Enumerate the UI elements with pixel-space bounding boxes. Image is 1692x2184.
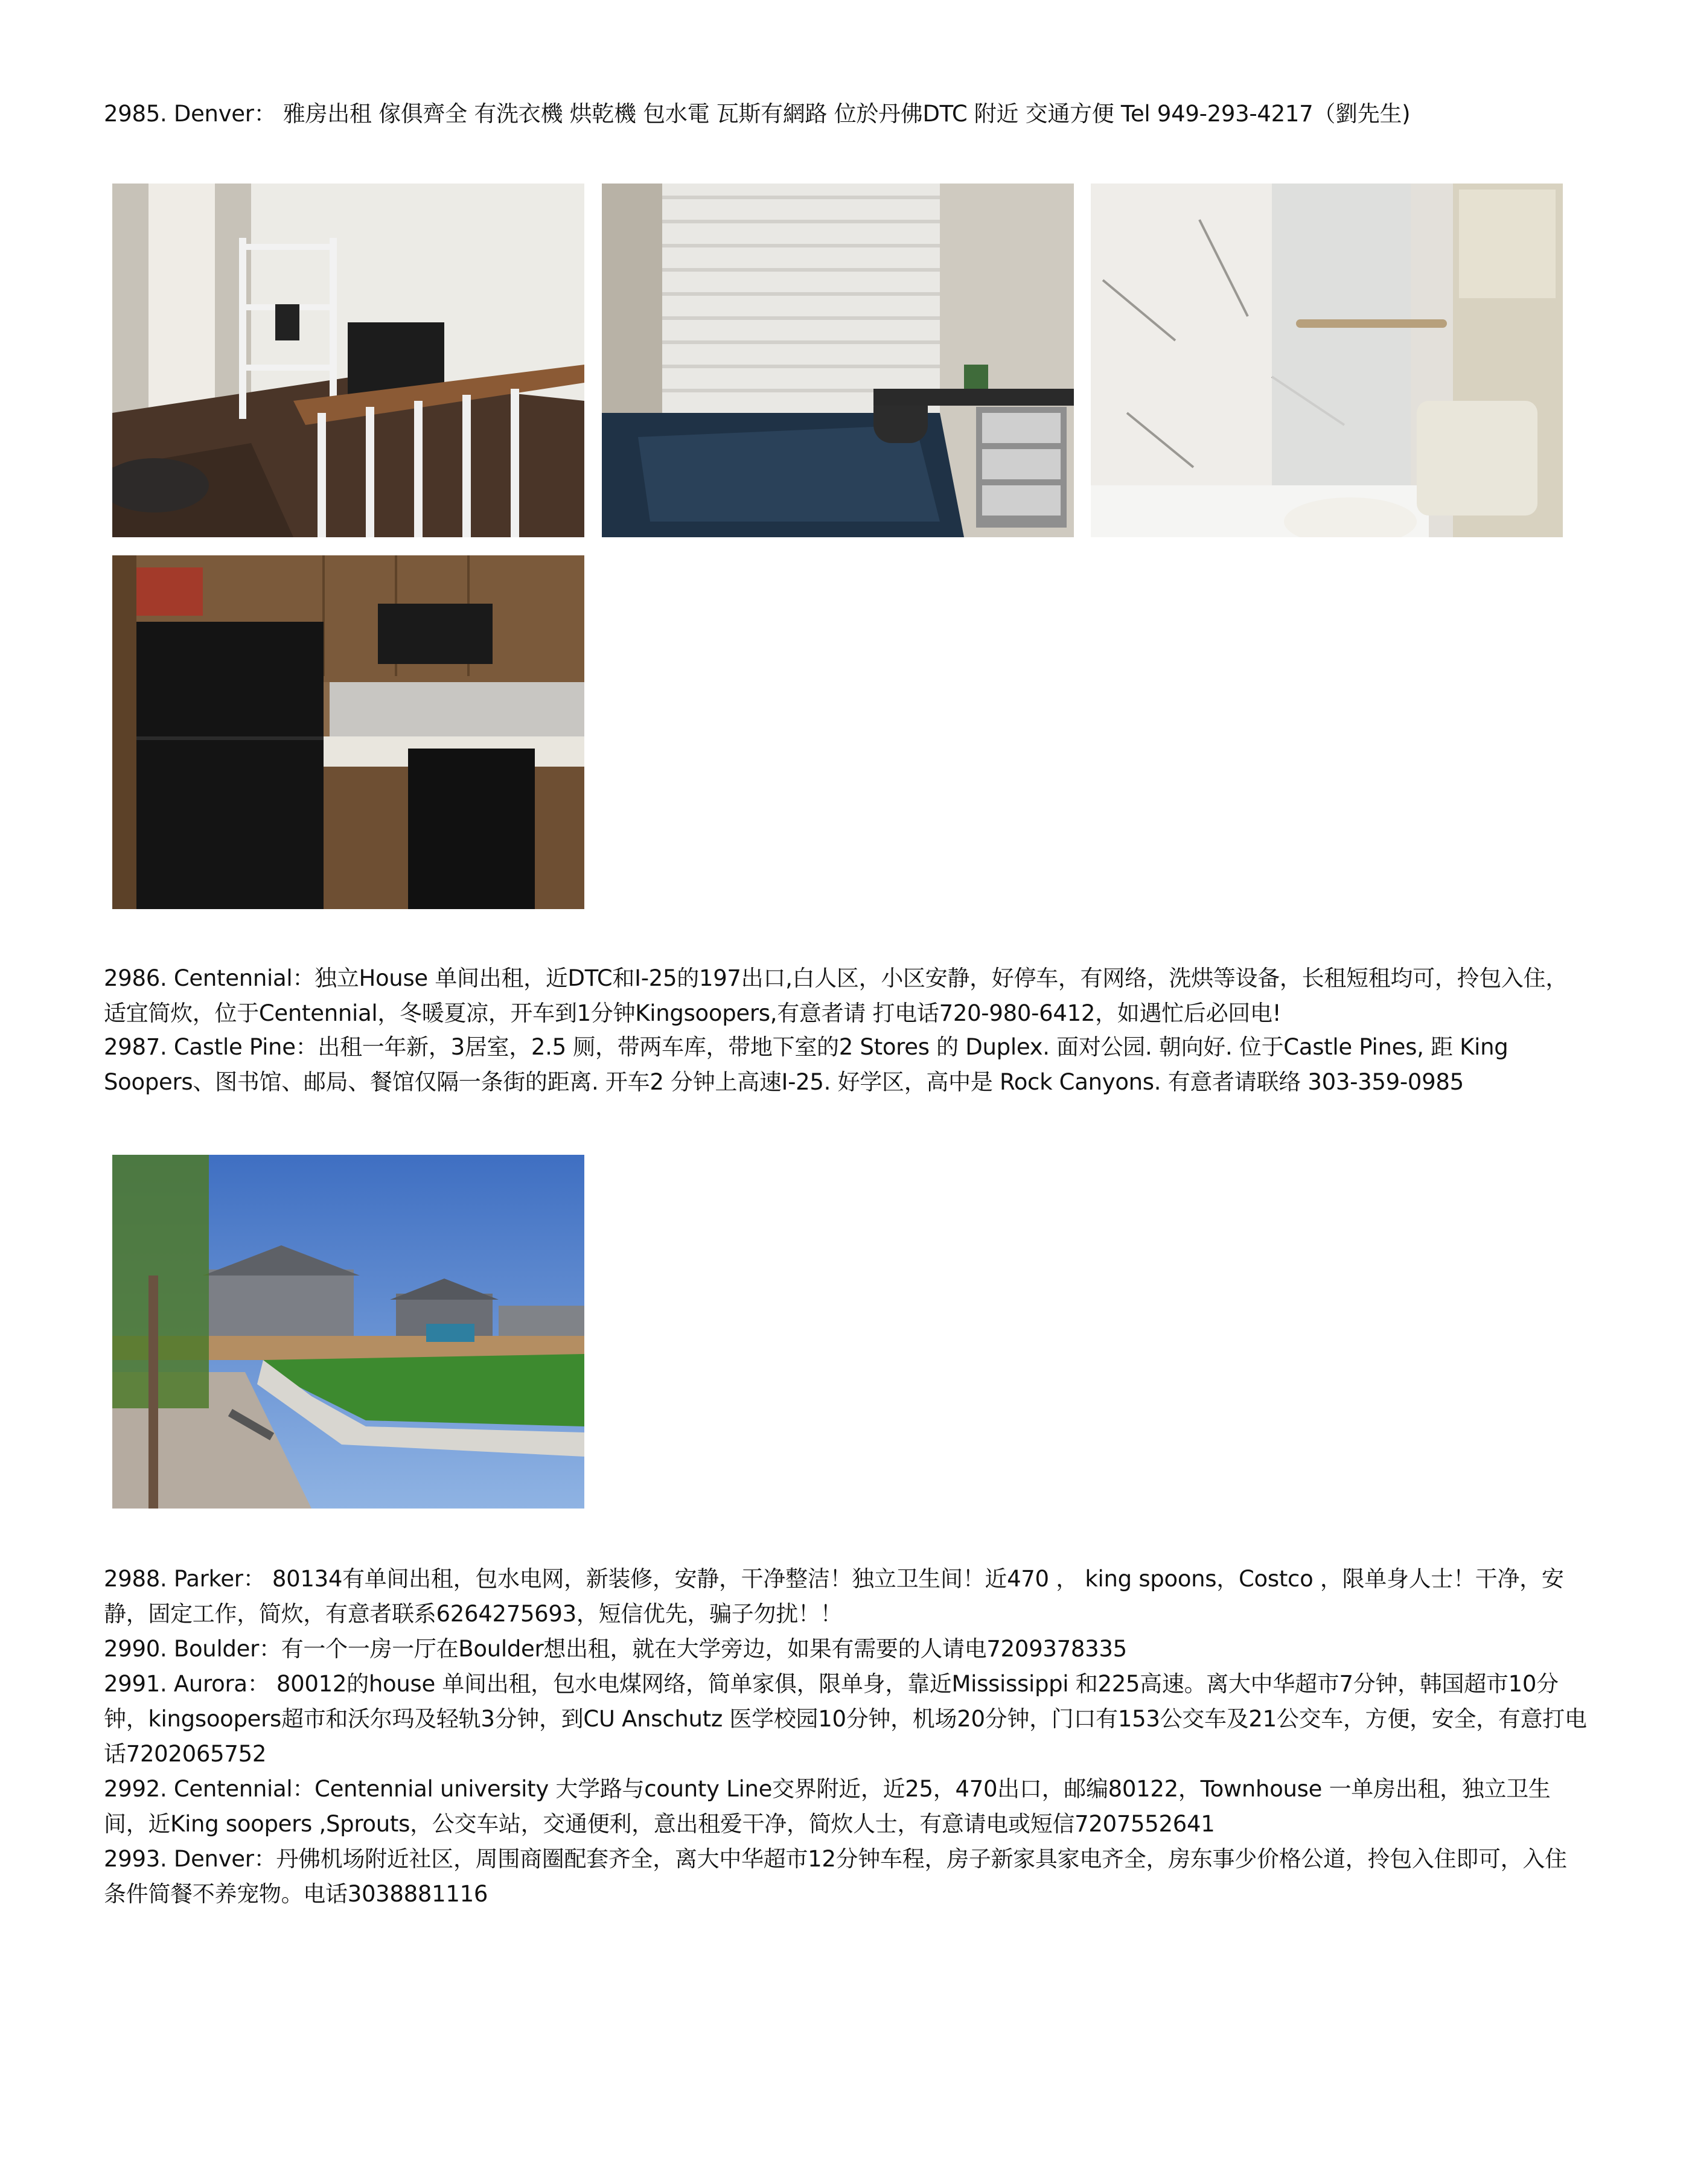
listing-2993-text: 2993. Denver：丹佛机场附近社区，周围商圈配套齐全，离大中华超市12分钟车程，房子新家具家电齐全，房东事少价格公道，拎包入住即可，入住条件简餐不养宠物。电话3038881116: [104, 1846, 1567, 1907]
photo-bedroom: [602, 184, 1074, 537]
photo-kitchen: [112, 555, 584, 909]
photo-park: [112, 1155, 584, 1509]
listing-2990-text: 2990. Boulder：有一个一房一厅在Boulder想出租，就在大学旁边，如果有需要的人请电7209378335: [104, 1636, 1127, 1662]
photo-bathroom: [1091, 184, 1563, 537]
listing-2991-text: 2991. Aurora： 80012的house 单间出租，包水电煤网络，简单家俱，限单身，靠近Mississippi 和225高速。离大中华超市7分钟，韩国超市10分钟，kingsoopers超市和沃尔玛及轻轨3分钟，到CU Anschutz 医学校园10分钟，机场20分钟，门口有153公交车及21公交车，方便，安全，有意打电话7202065752: [104, 1671, 1587, 1767]
listing-2992-text: 2992. Centennial：Centennial university 大学路与county Line交界附近，近25，470出口，邮编80122，Townhouse 一单房出租，独立卫生间，近King soopers ,Sprouts，公交车站，交通便利，意出租爱干净，简炊人士，有意请电或短信7207552641: [104, 1776, 1551, 1837]
listing-2987-text: 2987. Castle Pine：出租一年新，3居室，2.5 厕，带两车库，带地下室的2 Stores 的 Duplex. 面对公园. 朝向好. 位于Castle Pines, 距 King Soopers、图书馆、邮局、餐馆仅隔一条街的距离. 开车2 分钟上高速I-25. 好学区，高中是 Rock Canyons. 有意者请联络 303-359-0985: [104, 1034, 1508, 1095]
listing-2988-text: 2988. Parker： 80134有单间出租，包水电网，新装修，安静，干净整洁！独立卫生间！近470 ， king spoons，Costco ，限单身人士！干净，安静，固定工作，简炊，有意者联系6264275693，短信优先，骗子勿扰！！: [104, 1566, 1564, 1627]
listing-2986-text: 2986. Centennial：独立House 单间出租，近DTC和I-25的197出口,白人区，小区安静，好停车，有网络，洗烘等设备，长租短租均可，拎包入住，适宜简炊，位于Centennial，冬暖夏凉，开车到1分钟Kingsoopers,有意者请 打电话720-980-6412，如遇忙后必回电!: [104, 965, 1568, 1026]
photo-stairway: [112, 184, 584, 537]
listing-2985-text: 2985. Denver： 雅房出租 傢俱齊全 有洗衣機 烘乾機 包水電 瓦斯有網路 位於丹佛DTC 附近 交通方便 Tel 949-293-4217（劉先生): [104, 101, 1411, 127]
